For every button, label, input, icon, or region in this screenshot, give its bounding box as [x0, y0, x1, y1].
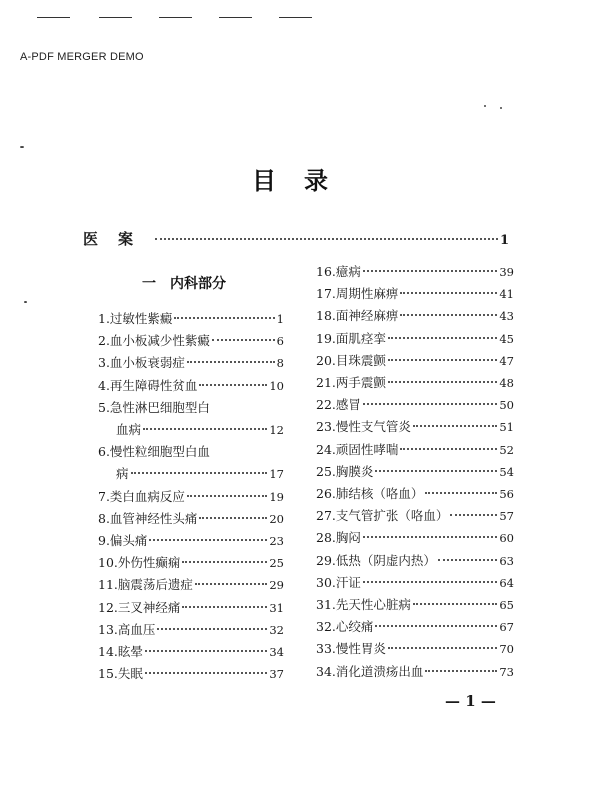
toc-label: 6.慢性粒细胞型白血 — [98, 444, 210, 460]
toc-label: 10.外伤性癫痫 — [98, 555, 181, 571]
toc-page: 45 — [499, 331, 514, 346]
toc-section-top[interactable] — [83, 228, 509, 249]
leader-dots — [199, 384, 267, 386]
toc-page: 60 — [499, 531, 514, 546]
toc-entry[interactable] — [316, 506, 514, 524]
toc-page: 10 — [269, 378, 284, 393]
toc-entry[interactable] — [316, 639, 514, 657]
toc-label: 2.血小板减少性紫癜 — [98, 333, 210, 349]
toc-page: 41 — [499, 287, 514, 302]
toc-entry[interactable] — [316, 551, 514, 569]
toc-label: 27.支气管扩张（咯血） — [316, 508, 449, 524]
leader-dots — [388, 381, 497, 383]
scan-speck — [500, 107, 502, 109]
section-heading: 一 内科部分 — [142, 276, 226, 292]
toc-label: 30.汗证 — [316, 574, 361, 590]
toc-page: 32 — [269, 622, 284, 637]
toc-label: 25.胸膜炎 — [316, 463, 374, 479]
toc-label: 19.面肌痉挛 — [316, 330, 386, 346]
toc-page: 73 — [499, 664, 514, 679]
leader-dots — [195, 583, 267, 585]
toc-page: 64 — [499, 575, 514, 590]
leader-dots — [413, 425, 497, 427]
toc-entry[interactable] — [98, 487, 284, 505]
scan-speck — [24, 301, 27, 303]
toc-entry[interactable] — [98, 553, 284, 571]
toc-entry[interactable] — [98, 664, 284, 682]
toc-page: 6 — [276, 334, 284, 349]
toc-entry[interactable] — [98, 331, 284, 349]
toc-page: 51 — [499, 420, 514, 435]
toc-label: 33.慢性胃炎 — [316, 641, 386, 657]
toc-label: 34.消化道溃疡出血 — [316, 663, 424, 679]
leader-dots — [187, 495, 267, 497]
leader-dots — [182, 606, 267, 608]
leader-dots — [174, 317, 274, 319]
toc-label: 28.胸闷 — [316, 530, 361, 546]
toc-entry[interactable] — [316, 484, 514, 502]
toc-page: 47 — [499, 353, 514, 368]
toc-entry[interactable] — [98, 598, 284, 616]
leader-dots — [388, 647, 497, 649]
toc-entry[interactable] — [316, 573, 514, 591]
toc-label: 26.肺结核（咯血） — [316, 486, 424, 501]
toc-label: 20.目珠震颤 — [316, 352, 386, 368]
header-rules — [37, 17, 337, 19]
toc-entry[interactable] — [98, 309, 284, 327]
toc-page: 19 — [269, 489, 284, 504]
toc-page: 67 — [499, 620, 514, 635]
leader-dots — [143, 428, 267, 430]
toc-page: 70 — [499, 642, 514, 657]
toc-entry[interactable] — [316, 262, 514, 280]
toc-entry[interactable] — [316, 351, 514, 369]
toc-entry[interactable] — [98, 442, 284, 460]
toc-page: 23 — [269, 534, 284, 548]
toc-entry[interactable] — [316, 462, 514, 480]
toc-label: 5.急性淋巴细胞型白 — [98, 399, 210, 415]
leader-dots — [157, 628, 267, 630]
leader-dots — [400, 314, 497, 316]
toc-label: 31.先天性心脏病 — [316, 597, 411, 612]
toc-page: 34 — [269, 645, 284, 659]
toc-label: 16.癔病 — [316, 264, 361, 279]
toc-page: 57 — [499, 509, 514, 524]
toc-entry[interactable] — [98, 642, 284, 660]
toc-label: 18.面神经麻痹 — [316, 308, 399, 324]
toc-entry[interactable] — [316, 617, 514, 635]
watermark-text: A-PDF MERGER DEMO — [20, 51, 144, 63]
toc-entry[interactable] — [316, 440, 514, 458]
toc-entry[interactable] — [316, 306, 514, 324]
toc-page: 20 — [269, 511, 284, 526]
toc-label: 11.脑震荡后遗症 — [98, 577, 193, 593]
toc-entry[interactable] — [98, 531, 284, 549]
toc-page: 48 — [499, 376, 514, 390]
toc-label: 12.三叉神经痛 — [98, 599, 181, 615]
toc-label: 17.周期性麻痹 — [316, 286, 399, 302]
leader-dots — [438, 559, 497, 561]
toc-label: 医案 — [83, 230, 154, 248]
toc-label: 7.类白血病反应 — [98, 488, 185, 504]
toc-label: 21.两手震颤 — [316, 375, 386, 390]
toc-entry[interactable] — [316, 417, 514, 435]
leader-dots — [375, 625, 497, 627]
leader-dots — [212, 339, 275, 341]
page-title: 目录 — [252, 166, 356, 195]
leader-dots — [425, 492, 497, 494]
toc-page: 25 — [269, 556, 284, 571]
toc-label: 13.高血压 — [98, 621, 156, 637]
toc-page: 63 — [499, 553, 514, 568]
toc-label: 3.血小板衰弱症 — [98, 355, 185, 371]
toc-entry[interactable] — [98, 620, 284, 638]
leader-dots — [375, 470, 497, 472]
toc-entry[interactable] — [116, 420, 284, 438]
toc-label: 血病 — [116, 422, 142, 437]
toc-page: 65 — [499, 598, 514, 612]
toc-page: 43 — [499, 309, 514, 324]
scan-speck — [484, 105, 486, 107]
toc-entry[interactable] — [98, 398, 284, 416]
page-number: — 1 — — [445, 692, 496, 710]
leader-dots — [363, 581, 497, 583]
toc-entry[interactable] — [116, 464, 284, 482]
leader-dots — [363, 536, 497, 538]
toc-page: 17 — [269, 467, 284, 482]
leader-dots — [363, 403, 497, 405]
toc-page: 54 — [499, 464, 514, 479]
toc-entry[interactable] — [316, 373, 514, 391]
toc-label: 29.低热（阴虚内热） — [316, 552, 436, 568]
toc-entry[interactable] — [98, 353, 284, 371]
toc-page: 1 — [276, 312, 284, 326]
leader-dots — [182, 561, 267, 563]
toc-page: 31 — [269, 600, 284, 615]
toc-entry[interactable] — [316, 528, 514, 546]
toc-entry[interactable] — [316, 595, 514, 613]
toc-entry[interactable] — [316, 329, 514, 347]
leader-dots — [363, 270, 497, 272]
scan-speck — [20, 146, 24, 148]
leader-dots — [400, 448, 497, 450]
toc-page: 39 — [499, 265, 514, 279]
toc-entry[interactable] — [98, 509, 284, 527]
leader-dots — [145, 650, 267, 652]
toc-label: 8.血管神经性头痛 — [98, 510, 198, 526]
toc-page: 8 — [276, 356, 284, 371]
toc-entry[interactable] — [316, 284, 514, 302]
toc-page: 37 — [269, 667, 284, 682]
leader-dots — [131, 472, 268, 474]
toc-label: 14.眩晕 — [98, 644, 143, 659]
toc-entry[interactable] — [316, 662, 514, 680]
leader-dots — [187, 361, 275, 363]
toc-page: 1 — [499, 233, 509, 248]
leader-dots — [149, 539, 267, 541]
leader-dots — [413, 603, 497, 605]
leader-dots — [425, 670, 497, 672]
toc-page: 12 — [269, 423, 284, 437]
leader-dots — [400, 292, 497, 294]
toc-label: 病 — [116, 466, 129, 482]
toc-page: 56 — [499, 487, 514, 501]
leader-dots — [199, 517, 267, 519]
leader-dots — [450, 514, 497, 516]
toc-entry[interactable] — [316, 395, 514, 413]
leader-dots — [388, 359, 497, 361]
leader-dots — [145, 672, 267, 674]
toc-label: 32.心绞痛 — [316, 619, 374, 635]
toc-label: 4.再生障碍性贫血 — [98, 377, 198, 393]
toc-label: 22.感冒 — [316, 397, 361, 413]
toc-label: 24.顽固性哮喘 — [316, 441, 399, 457]
toc-entry[interactable] — [98, 575, 284, 593]
toc-page: 52 — [499, 442, 514, 457]
toc-label: 9.偏头痛 — [98, 533, 148, 548]
toc-entry[interactable] — [98, 376, 284, 394]
toc-label: 15.失眠 — [98, 666, 143, 682]
leader-dots — [388, 337, 497, 339]
leader-dots — [155, 238, 498, 240]
toc-page: 50 — [499, 398, 514, 413]
toc-label: 1.过敏性紫癜 — [98, 311, 173, 326]
toc-page: 29 — [269, 578, 284, 593]
toc-label: 23.慢性支气管炎 — [316, 419, 411, 435]
